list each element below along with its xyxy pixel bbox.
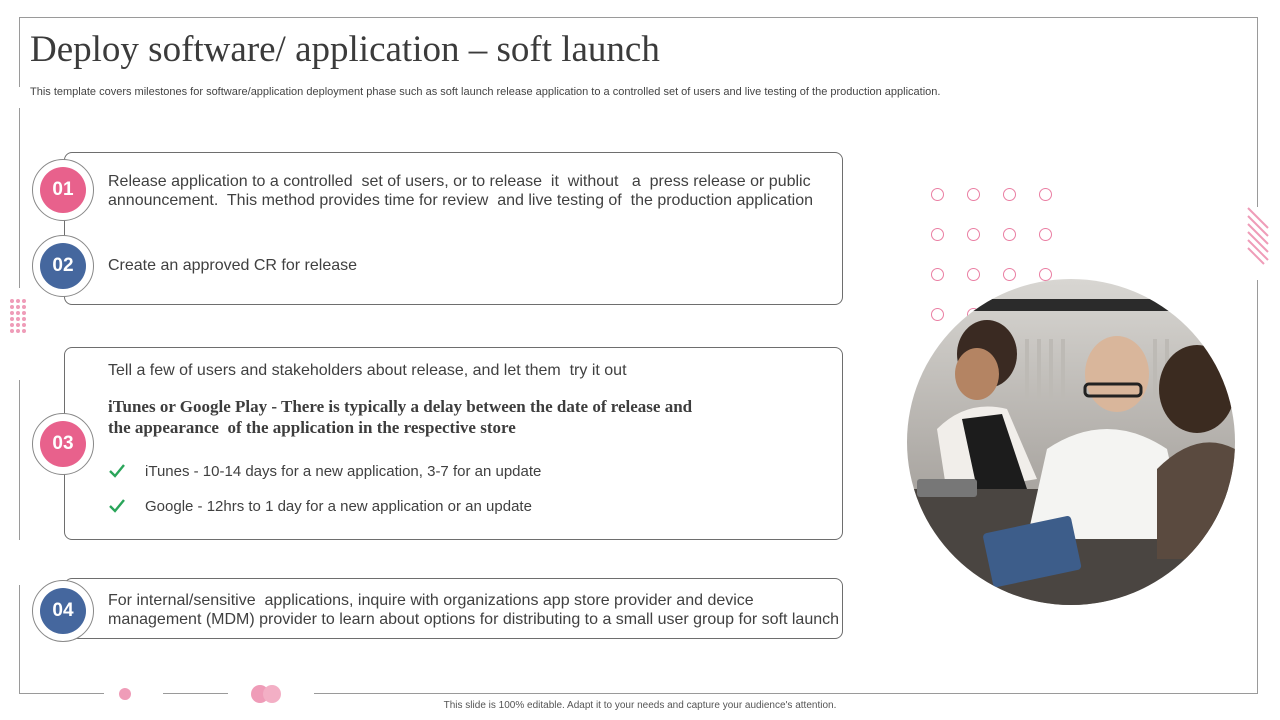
- step-02-text: Create an approved CR for release: [108, 257, 358, 274]
- decor-dot-small: [119, 688, 131, 700]
- decor-dot-cluster: [10, 299, 30, 335]
- step-01-badge: [32, 159, 94, 221]
- step-02-badge: [32, 235, 94, 297]
- team-photo: [907, 279, 1235, 605]
- frame-top: [19, 17, 1258, 18]
- step-03-intro: Tell a few of users and stakeholders about release, and let them try it out: [108, 362, 627, 379]
- frame-left-mid: [19, 108, 20, 288]
- step-02-number: 02: [40, 243, 86, 289]
- decor-stripes: [1246, 206, 1270, 266]
- step-03-bullet-google: Google - 12hrs to 1 day for a new application or an update: [145, 498, 532, 515]
- frame-bottom-3: [314, 693, 1258, 694]
- frame-left-low: [19, 380, 20, 540]
- step-03-highlight-line2: the appearance of the application in the respective store: [108, 418, 516, 437]
- frame-left-bottom: [19, 585, 20, 694]
- page-title: Deploy software/ application – soft launch: [30, 29, 660, 70]
- frame-bottom-2: [163, 693, 228, 694]
- frame-left-top: [19, 17, 20, 87]
- step-01-line1: Release application to a controlled set of users, or to release it without a press release or public: [108, 173, 811, 190]
- step-03-highlight: [108, 396, 692, 438]
- check-icon: [108, 462, 126, 480]
- frame-bottom-1: [19, 693, 104, 694]
- frame-right-bottom: [1257, 280, 1258, 694]
- footer-note: This slide is 100% editable. Adapt it to your needs and capture your audience's attention.: [443, 700, 837, 711]
- step-04-text: [108, 591, 839, 629]
- step-04-line2: management (MDM) provider to learn about options for distributing to a small user group for soft launch: [108, 611, 840, 628]
- step-01-text: [108, 172, 813, 210]
- step-03-highlight-line1: iTunes or Google Play - There is typically a delay between the date of release and: [108, 397, 693, 416]
- frame-right-top: [1257, 17, 1258, 207]
- step-04-line1: For internal/sensitive applications, inquire with organizations app store provider and device: [108, 592, 754, 609]
- step-04-badge: [32, 580, 94, 642]
- step-03-badge: [32, 413, 94, 475]
- step-01-line2: announcement. This method provides time for review and live testing of the production application: [108, 192, 813, 209]
- step-04-number: 04: [40, 588, 86, 634]
- step-03-number: 03: [40, 421, 86, 467]
- page-subtitle: This template covers milestones for software/application deployment phase such as soft launch release application to a controlled set of users and live testing of the production application.: [30, 86, 941, 98]
- step-03-bullet-itunes: iTunes - 10-14 days for a new application, 3-7 for an update: [145, 463, 542, 480]
- check-icon: [108, 497, 126, 515]
- step-01-number: 01: [40, 167, 86, 213]
